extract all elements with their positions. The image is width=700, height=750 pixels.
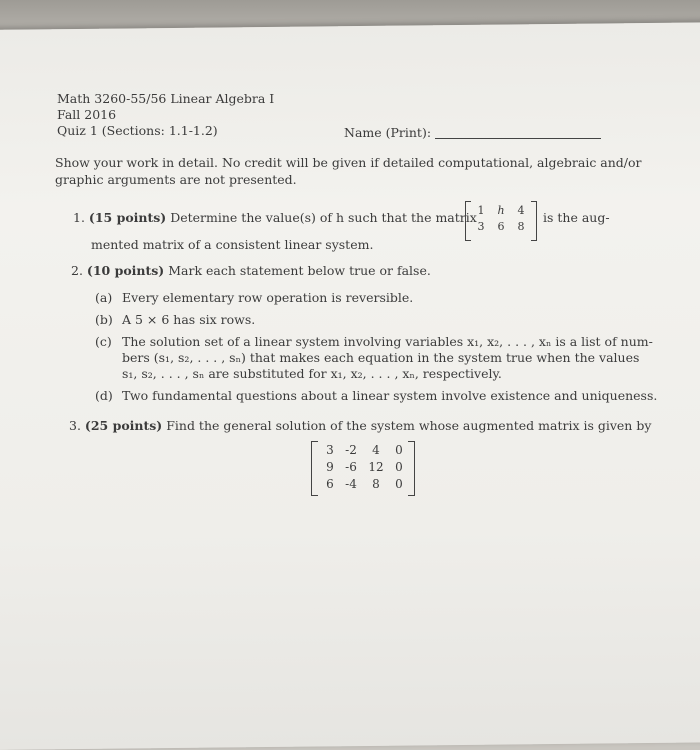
matrix-cell: 0 <box>395 460 403 474</box>
matrix-left-bracket <box>311 441 318 496</box>
matrix-cell: 0 <box>395 443 403 457</box>
matrix-cell: 9 <box>326 460 334 474</box>
matrix-cell: h <box>497 204 505 217</box>
q2-text <box>71 263 431 279</box>
q2-number: 2. <box>71 263 83 278</box>
quiz-title: Quiz 1 (Sections: 1.1-1.2) <box>57 123 218 138</box>
matrix-cell: 3 <box>477 220 485 233</box>
matrix-cell: 6 <box>497 220 505 233</box>
matrix-right-bracket <box>408 441 415 496</box>
course-title: Math 3260-55/56 Linear Algebra I <box>57 91 275 106</box>
matrix-cell: -2 <box>345 443 357 457</box>
q2-item-c-label: (c) <box>95 334 112 349</box>
q2-item-b-text: A 5 × 6 has six rows. <box>122 312 256 327</box>
q1-points: (15 points) <box>88 210 167 225</box>
matrix-right-bracket <box>531 201 537 241</box>
q1-text-line-2: mented matrix of a consistent linear system. <box>91 237 374 252</box>
q2-item-c-line-1: The solution set of a linear system involving variables x₁, x₂, . . . , xₙ is a list of num- <box>122 334 653 349</box>
q2-item-d-label: (d) <box>95 388 113 403</box>
name-field[interactable] <box>344 125 601 141</box>
matrix-cell: -4 <box>345 477 357 491</box>
q2-prompt: Mark each statement below true or false. <box>168 263 431 278</box>
name-blank-line[interactable] <box>435 138 601 139</box>
q2-item-c-line-3: s₁, s₂, . . . , sₙ are substituted for x₁, x₂, . . . , xₙ, respectively. <box>122 366 502 381</box>
q2-points: (10 points) <box>86 263 165 278</box>
matrix-cell: 6 <box>326 477 334 491</box>
q1-prompt: Determine the value(s) of h such that the matrix <box>170 210 477 225</box>
q1-number: 1. <box>73 210 85 225</box>
term: Fall 2016 <box>57 107 117 122</box>
q2-item-b-label: (b) <box>95 312 113 327</box>
matrix-cell: 8 <box>372 477 380 491</box>
matrix-cell: 0 <box>395 477 403 491</box>
matrix-cell: 1 <box>477 204 485 217</box>
matrix-cell: 3 <box>326 443 334 457</box>
name-label: Name (Print): <box>344 125 432 140</box>
matrix-cell: 8 <box>517 220 525 233</box>
matrix-cell: 12 <box>368 460 384 474</box>
q1-text <box>73 210 477 226</box>
q3-prompt: Find the general solution of the system whose augmented matrix is given by <box>166 418 652 433</box>
matrix-cell: 4 <box>372 443 380 457</box>
q3-text <box>69 418 651 434</box>
matrix-cell: -6 <box>345 460 357 474</box>
q2-item-a-text: Every elementary row operation is reversible. <box>122 290 414 305</box>
instructions-line-2: graphic arguments are not presented. <box>55 172 297 187</box>
q3-augmented-matrix <box>311 441 415 494</box>
matrix-left-bracket <box>465 201 471 241</box>
q1-text-continued: is the aug- <box>543 210 610 225</box>
instructions-line-1: Show your work in detail. No credit will be given if detailed computational, algebraic and/or <box>55 155 642 170</box>
q2-item-c-line-2: bers (s₁, s₂, . . . , sₙ) that makes each equation in the system true when the values <box>122 350 640 365</box>
q3-points: (25 points) <box>84 418 163 433</box>
matrix-cell: 4 <box>517 204 525 217</box>
q2-item-a-label: (a) <box>95 290 113 305</box>
q2-item-d-text: Two fundamental questions about a linear system involve existence and uniqueness. <box>122 388 658 403</box>
q1-matrix <box>465 201 537 239</box>
q3-number: 3. <box>69 418 81 433</box>
